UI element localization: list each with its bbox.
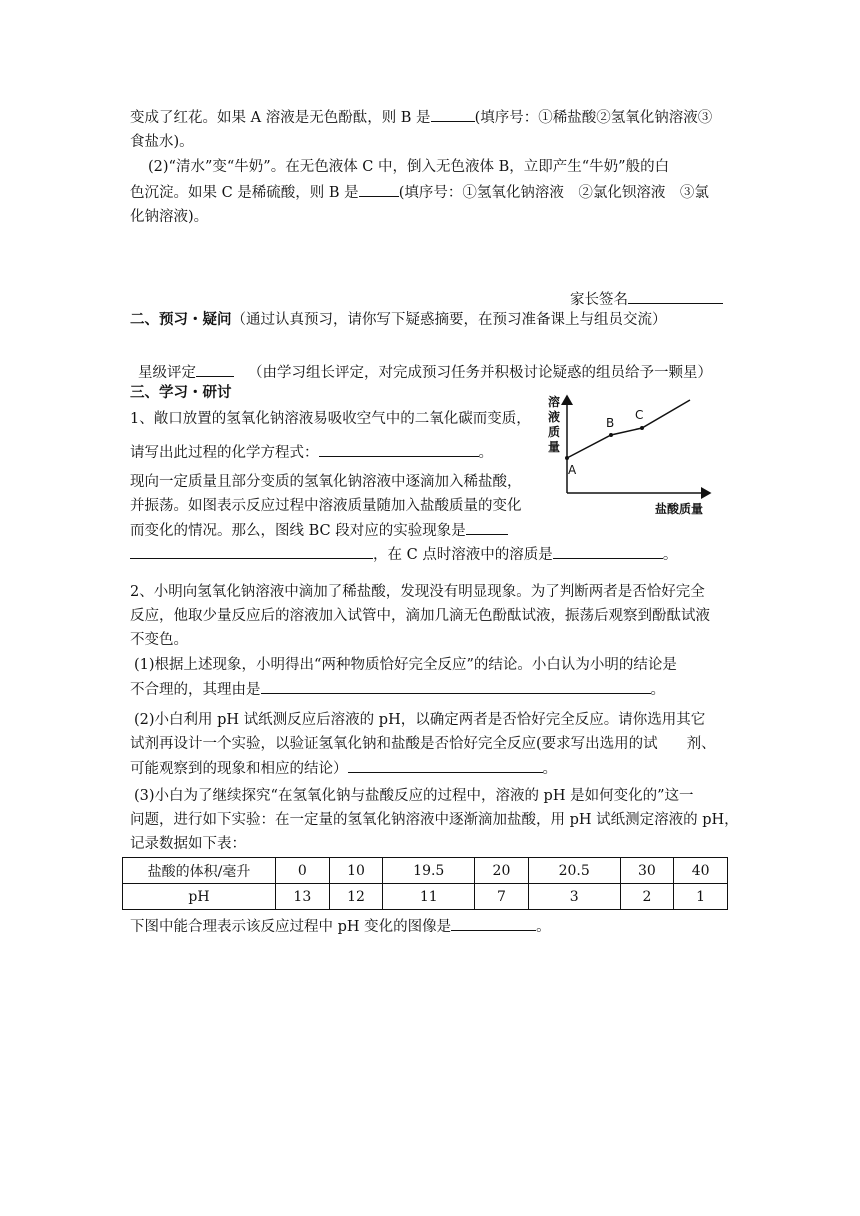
text-line bbox=[130, 520, 508, 541]
table-cell: 0 bbox=[276, 858, 330, 884]
text: (填序号：①氢氧化钠溶液 ②氯化钡溶液 ③氯 bbox=[398, 185, 709, 201]
y-label-char: 质 bbox=[548, 425, 561, 439]
text-line bbox=[130, 107, 712, 128]
table-row bbox=[123, 884, 728, 910]
text: 。 bbox=[478, 445, 493, 461]
text: 。 bbox=[662, 547, 678, 563]
section-3-heading: 三、学习・研讨 bbox=[130, 384, 232, 401]
rating-label: 星级评定 bbox=[138, 365, 196, 381]
text-line: 问题，进行如下实验：在一定量的氢氧化钠溶液中逐渐滴加盐酸，用 pH 试纸测定溶液的 pH， bbox=[130, 812, 739, 828]
parent-signature-label: 家长签名 bbox=[570, 292, 628, 308]
text: 。 bbox=[650, 682, 665, 698]
y-label-char: 液 bbox=[548, 410, 561, 424]
answer-blank[interactable] bbox=[359, 182, 399, 197]
point-b-marker bbox=[609, 433, 613, 437]
y-label-char: 溶 bbox=[548, 395, 561, 409]
text-line: 化钠溶液)。 bbox=[130, 209, 209, 225]
text-line: 并振荡。如图表示反应过程中溶液质量随加入盐酸质量的变化 bbox=[130, 498, 522, 514]
table-cell: 3 bbox=[528, 884, 620, 910]
rating-line bbox=[138, 362, 712, 383]
parent-signature bbox=[570, 289, 723, 310]
ph-data-table bbox=[122, 857, 728, 910]
table-row bbox=[123, 858, 728, 884]
rating-desc: （由学习组长评定，对完成预习任务并积极讨论疑惑的组员给予一颗星） bbox=[248, 365, 712, 381]
table-cell: 40 bbox=[674, 858, 728, 884]
text-line: (2)“清水”变“牛奶”。在无色液体 C 中，倒入无色液体 B，立即产生“牛奶”般的白 bbox=[148, 159, 670, 175]
text: 可能观察到的现象和相应的结论） bbox=[130, 761, 348, 777]
answer-blank[interactable] bbox=[466, 520, 508, 535]
answer-blank[interactable] bbox=[451, 916, 536, 931]
signature-blank[interactable] bbox=[628, 289, 723, 304]
point-c-label: C bbox=[635, 408, 644, 422]
text: 色沉淀。如果 C 是稀硫酸，则 B 是 bbox=[130, 185, 359, 201]
text: 。 bbox=[542, 761, 557, 777]
rating-blank[interactable] bbox=[196, 362, 234, 377]
text-line bbox=[130, 758, 557, 779]
section-desc: （通过认真预习，请你写下疑惑摘要，在预习准备课上与组员交流） bbox=[231, 312, 667, 328]
table-cell: 12 bbox=[329, 884, 383, 910]
text-line: (2)小白利用 pH 试纸测反应后溶液的 pH，以确定两者是否恰好完全反应。请你选用其它 bbox=[134, 712, 706, 728]
text-line: 食盐水)。 bbox=[130, 134, 194, 150]
text-line: 反应，他取少量反应后的溶液加入试管中，滴加几滴无色酚酞试液，振荡后观察到酚酞试液 bbox=[130, 608, 710, 624]
mass-curve bbox=[567, 400, 690, 458]
text: 不合理的，其理由是 bbox=[130, 682, 261, 698]
text-line bbox=[130, 182, 709, 203]
table-cell: 20 bbox=[475, 858, 529, 884]
text: 变成了红花。如果 A 溶液是无色酚酞，则 B 是 bbox=[130, 110, 431, 126]
table-header-cell: pH bbox=[123, 884, 276, 910]
solution-mass-graph bbox=[545, 390, 730, 520]
answer-blank[interactable] bbox=[431, 107, 475, 122]
table-cell: 19.5 bbox=[383, 858, 475, 884]
table-cell: 20.5 bbox=[528, 858, 620, 884]
section-title: 二、预习・疑问 bbox=[130, 311, 232, 328]
section-2-heading bbox=[130, 310, 667, 330]
answer-blank[interactable] bbox=[130, 544, 373, 559]
text: (填序号：①稀盐酸②氢氧化钠溶液③ bbox=[474, 110, 713, 126]
text: 请写出此过程的化学方程式： bbox=[130, 445, 319, 461]
table-cell: 2 bbox=[620, 884, 674, 910]
table-cell: 30 bbox=[620, 858, 674, 884]
text-line bbox=[130, 442, 493, 463]
text: 而变化的情况。那么，图线 BC 段对应的实验现象是 bbox=[130, 523, 466, 539]
table-cell: 11 bbox=[383, 884, 475, 910]
y-label-char: 量 bbox=[548, 440, 561, 454]
table-cell: 10 bbox=[329, 858, 383, 884]
text-line: 2、小明向氢氧化钠溶液中滴加了稀盐酸，发现没有明显现象。为了判断两者是否恰好完全 bbox=[130, 584, 705, 600]
text-line: 试剂再设计一个实验，以验证氢氧化钠和盐酸是否恰好完全反应(要求写出选用的试 剂、 bbox=[130, 736, 716, 752]
point-a-marker bbox=[565, 456, 569, 460]
table-cell: 13 bbox=[276, 884, 330, 910]
point-c-marker bbox=[640, 426, 644, 430]
text-line bbox=[130, 679, 665, 700]
text-line bbox=[130, 916, 551, 937]
answer-blank[interactable] bbox=[348, 758, 543, 773]
answer-blank[interactable] bbox=[553, 544, 663, 559]
answer-blank[interactable] bbox=[261, 679, 651, 694]
text-line: 1、敞口放置的氢氧化钠溶液易吸收空气中的二氧化碳而变质， bbox=[130, 411, 531, 427]
table-cell: 7 bbox=[475, 884, 529, 910]
table-cell: 1 bbox=[674, 884, 728, 910]
point-a-label: A bbox=[568, 463, 577, 477]
answer-blank[interactable] bbox=[319, 442, 479, 457]
x-axis-label: 盐酸质量 bbox=[655, 502, 704, 516]
text: 。 bbox=[536, 919, 551, 935]
text: ，在 C 点时溶液中的溶质是 bbox=[373, 547, 553, 563]
text: 下图中能合理表示该反应过程中 pH 变化的图像是 bbox=[130, 919, 452, 935]
point-b-label: B bbox=[606, 416, 615, 430]
text-line bbox=[130, 544, 677, 565]
text-line: (1)根据上述现象，小明得出“两种物质恰好完全反应”的结论。小白认为小明的结论是 bbox=[134, 657, 677, 673]
text-line: 不变色。 bbox=[130, 632, 188, 648]
text-line: 现向一定质量且部分变质的氢氧化钠溶液中逐滴加入稀盐酸， bbox=[130, 474, 522, 490]
table-header-cell: 盐酸的体积/毫升 bbox=[123, 858, 276, 884]
text-line: 记录数据如下表： bbox=[130, 836, 246, 852]
text-line: (3)小白为了继续探究“在氢氧化钠与盐酸反应的过程中，溶液的 pH 是如何变化的”这一 bbox=[134, 788, 694, 804]
